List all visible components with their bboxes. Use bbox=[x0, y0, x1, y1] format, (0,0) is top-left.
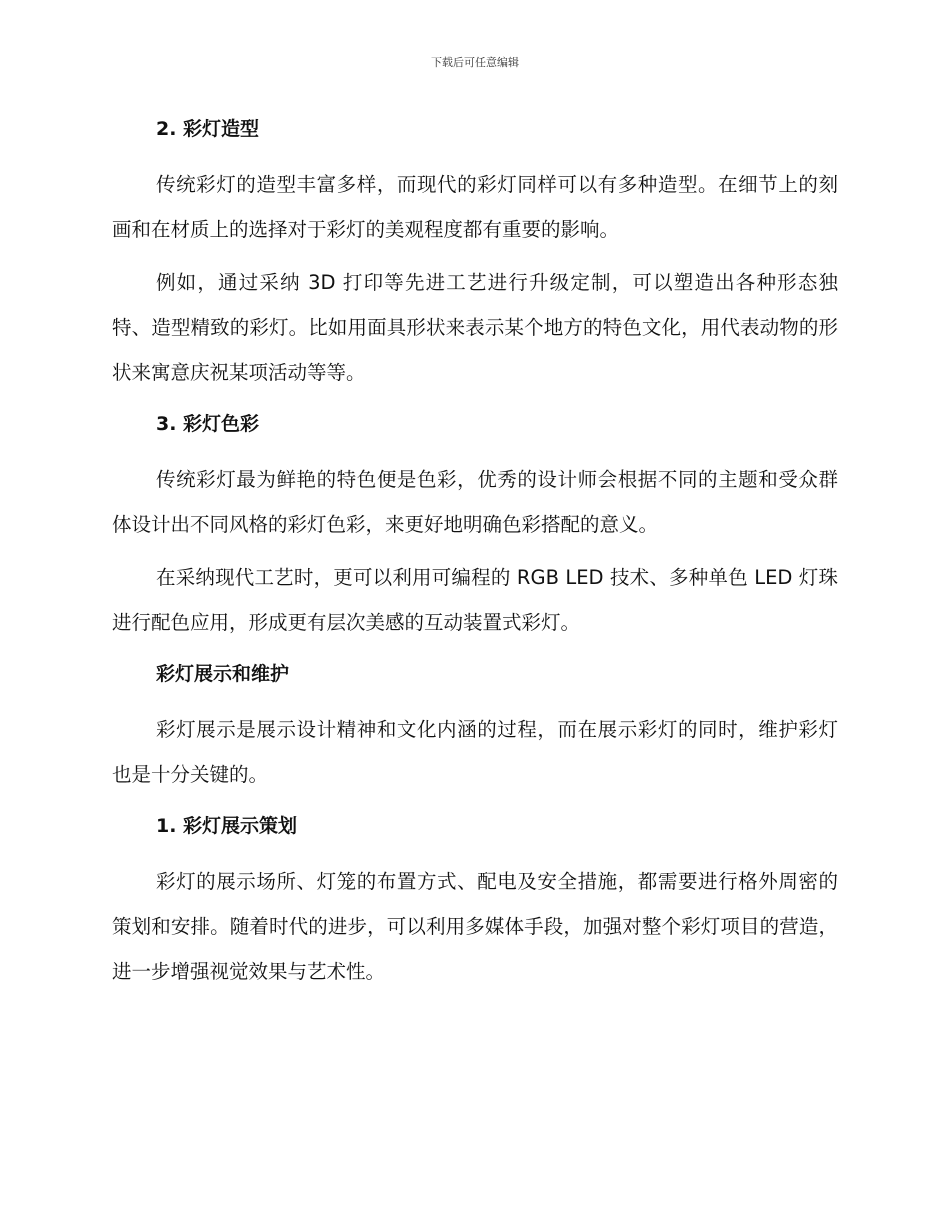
section-heading-display-planning: 1. 彩灯展示策划 bbox=[156, 815, 298, 837]
section-heading-color: 3. 彩灯色彩 bbox=[156, 413, 260, 435]
paragraph: 彩灯展示是展示设计精神和文化内涵的过程，而在展示彩灯的同时，维护彩灯也是十分关键的。 bbox=[112, 718, 838, 786]
paragraph: 在采纳现代工艺时，更可以利用可编程的 RGB LED 技术、多种单色 LED 灯珠进行配色应用，形成更有层次美感的互动装置式彩灯。 bbox=[112, 566, 838, 634]
paragraph: 传统彩灯最为鲜艳的特色便是色彩，优秀的设计师会根据不同的主题和受众群体设计出不同风格的彩灯色彩，来更好地明确色彩搭配的意义。 bbox=[112, 468, 838, 536]
document-body bbox=[112, 108, 838, 1002]
paragraph: 传统彩灯的造型丰富多样，而现代的彩灯同样可以有多种造型。在细节上的刻画和在材质上的选择对于彩灯的美观程度都有重要的影响。 bbox=[112, 173, 838, 241]
section-heading-display-maintenance: 彩灯展示和维护 bbox=[156, 663, 290, 685]
paragraph: 彩灯的展示场所、灯笼的布置方式、配电及安全措施，都需要进行格外周密的策划和安排。随着时代的进步，可以利用多媒体手段，加强对整个彩灯项目的营造，进一步增强视觉效果与艺术性。 bbox=[112, 870, 838, 983]
paragraph: 例如，通过采纳 3D 打印等先进工艺进行升级定制，可以塑造出各种形态独特、造型精致的彩灯。比如用面具形状来表示某个地方的特色文化，用代表动物的形状来寓意庆祝某项活动等等。 bbox=[112, 271, 838, 384]
page-header: 下载后可任意编辑 bbox=[431, 56, 519, 69]
section-heading-shape: 2. 彩灯造型 bbox=[156, 118, 260, 140]
